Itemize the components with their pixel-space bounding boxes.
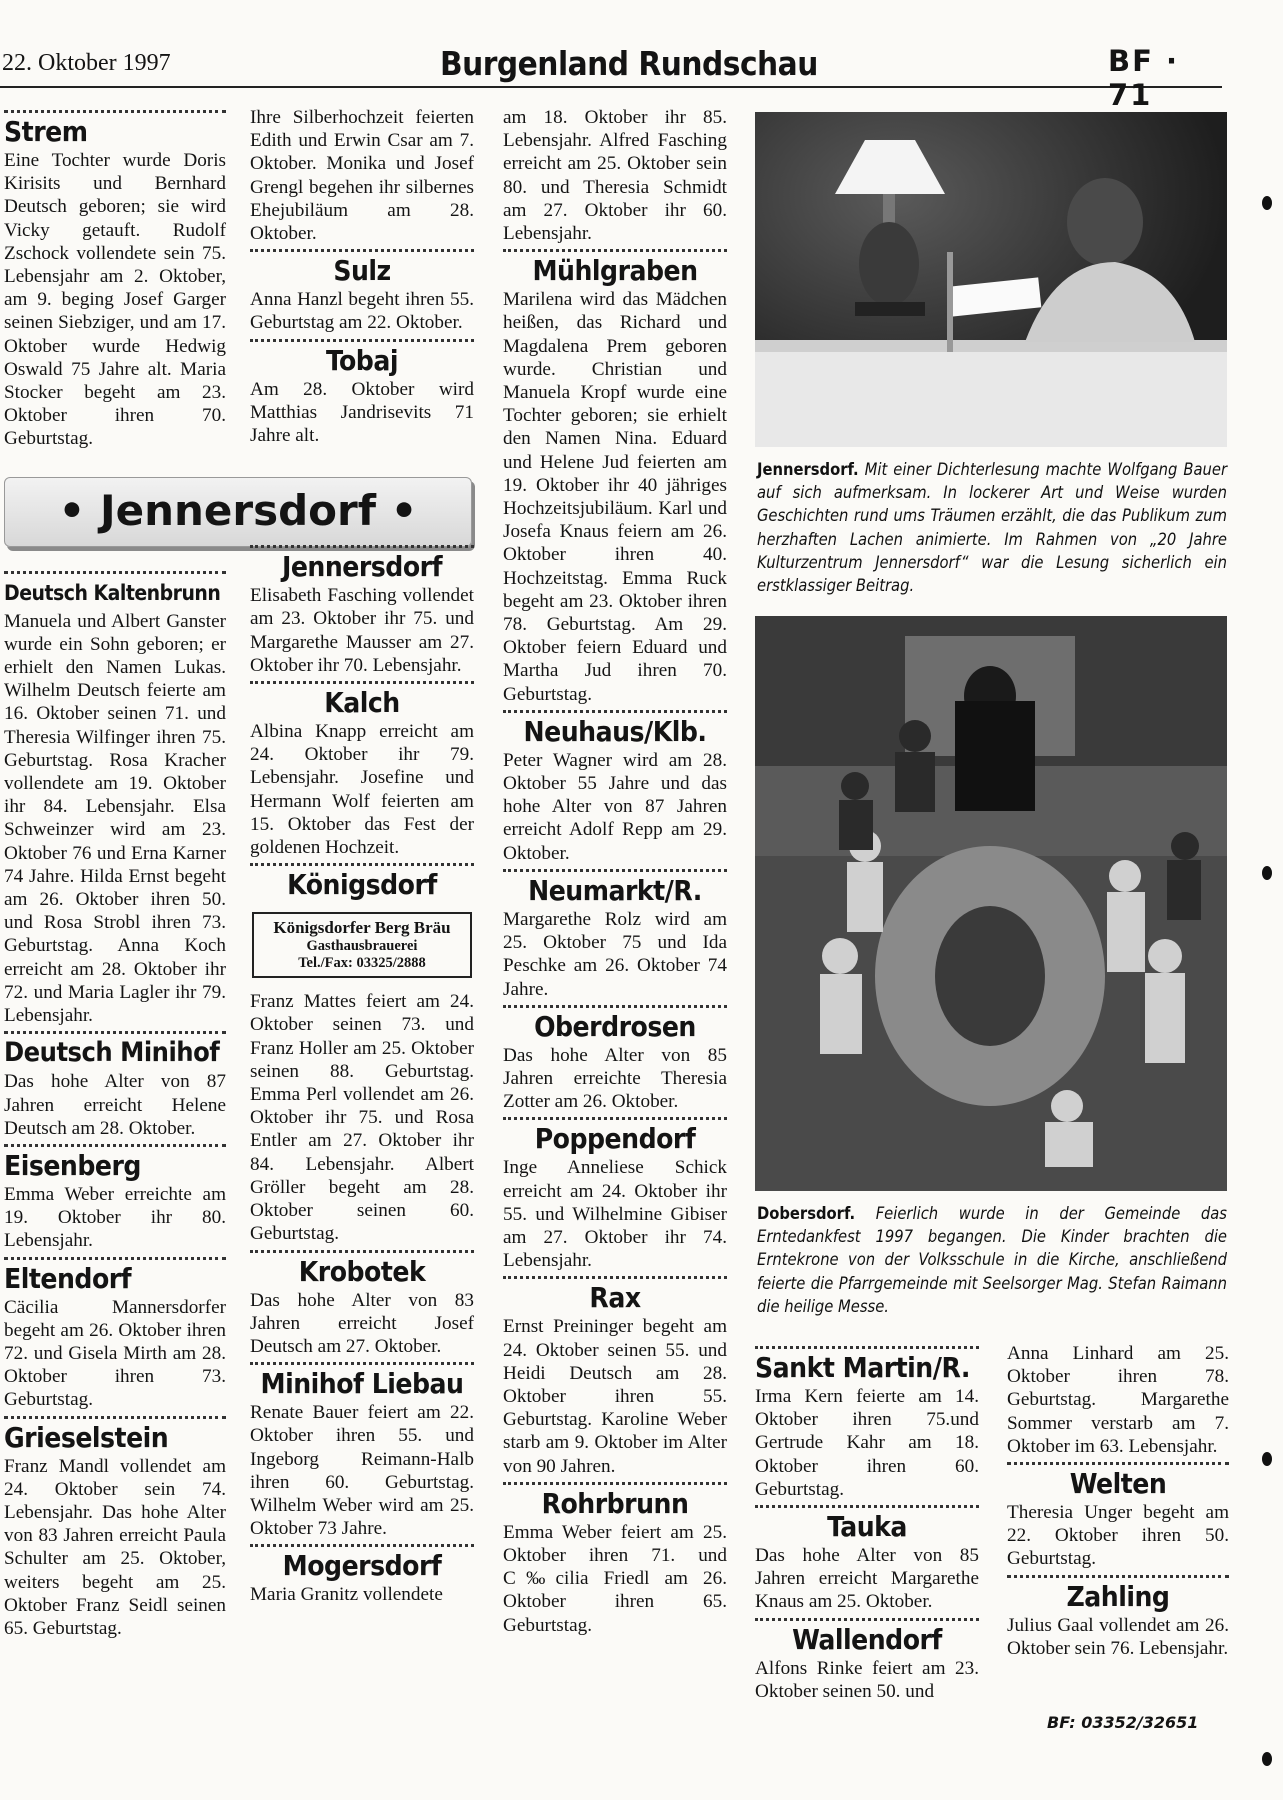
town-heading: Poppendorf xyxy=(534,1122,696,1156)
caption-place: Jennersdorf. xyxy=(757,460,859,479)
dotted-divider xyxy=(4,571,226,574)
town-section xyxy=(503,710,727,865)
caption-text: Feierlich wurde in der Gemeinde das Erntedankfest 1997 begangen. Die Kinder brachten die Erntekrone von der Volksschule in die Kirche, anschließend feierte die Pfarrgemeinde mit Seelsorger Mag. Stefan Raimann die heilige Messe. xyxy=(757,1204,1227,1316)
town-heading: Rohrbrunn xyxy=(541,1486,689,1520)
dotted-divider xyxy=(503,1117,727,1120)
town-news-text: Eine Tochter wurde Doris Kirisits und Bernhard Deutsch geboren; sie wird Vicky getauft. Rudolf Zschock vollendete sein 75. Lebensjahr am 2. Oktober, am 9. beging Josef Garger seinen Siebziger, und am 17. Oktober wurde Hedwig Oswald 75 Jahre alt. Maria Stocker begeht am 23. Oktober ihren 70. Geburtstag. xyxy=(4,150,226,450)
town-section xyxy=(250,249,474,334)
town-news-text: Maria Granitz vollendete xyxy=(250,1584,443,1606)
town-news-text: Renate Bauer feiert am 22. Oktober ihren 55. und Ingeborg Reimann-Halb ihren 60. Geburtstag. Wilhelm Weber wird am 25. Oktober 73 Jahre. xyxy=(250,1402,474,1540)
dotted-divider xyxy=(1007,1462,1229,1465)
town-section xyxy=(755,1505,979,1614)
dotted-divider xyxy=(503,1005,727,1008)
town-section xyxy=(4,1031,226,1140)
town-heading: Neumarkt/R. xyxy=(528,873,702,907)
town-news-text: Das hohe Alter von 85 Jahren erreichte Theresia Zotter am 26. Oktober. xyxy=(503,1044,727,1113)
town-news-text: Alfons Rinke feiert am 23. Oktober seinen 50. und xyxy=(755,1657,979,1702)
town-section xyxy=(250,1544,474,1606)
dotted-divider xyxy=(250,545,474,548)
scan-punch-mark xyxy=(1262,1752,1272,1766)
town-news-text: am 18. Oktober ihr 85. Lebensjahr. Alfred Fasching erreicht am 25. Oktober sein 80. und Theresia Schmidt am 27. Oktober ihr 60. Lebensjahr. xyxy=(503,107,727,245)
scan-punch-mark xyxy=(1262,866,1272,880)
page-header xyxy=(0,40,1222,112)
town-heading: Sankt Martin/R. xyxy=(755,1351,970,1384)
town-section xyxy=(4,571,226,1028)
town-heading: Grieselstein xyxy=(4,1420,169,1454)
town-section xyxy=(755,1618,979,1703)
town-news-text: Anna Linhard am 25. Oktober ihren 78. Geburtstag. Margarethe Sommer verstarb am 7. Oktober im 63. Lebensjahr. xyxy=(1007,1343,1229,1457)
dotted-divider xyxy=(250,863,474,866)
town-section xyxy=(250,1362,474,1540)
dotted-divider xyxy=(250,1544,474,1547)
town-section xyxy=(250,339,474,448)
region-banner: • Jennersdorf • xyxy=(4,477,472,547)
town-news-text: Elisabeth Fasching vollendet am 23. Oktober ihr 75. und Margarethe Mausser am 27. Oktober ihr 70. Lebensjahr. xyxy=(250,585,474,676)
ad-line: Tel./Fax: 03325/2888 xyxy=(298,955,426,972)
dotted-divider xyxy=(1007,1575,1229,1578)
town-section xyxy=(4,1144,226,1253)
town-heading: Zahling xyxy=(1066,1579,1170,1613)
town-heading: Deutsch Minihof xyxy=(4,1037,220,1069)
town-section xyxy=(503,1117,727,1272)
dotted-divider xyxy=(503,249,727,252)
photo-harvest-image xyxy=(755,616,1227,1191)
dotted-divider xyxy=(503,1276,727,1279)
town-heading: Tauka xyxy=(827,1510,907,1544)
town-heading: Krobotek xyxy=(298,1254,426,1288)
town-section xyxy=(250,1250,474,1359)
photo-reading xyxy=(755,112,1227,447)
footer-code: BF: 03352/32651 xyxy=(1047,1713,1199,1732)
scan-punch-mark xyxy=(1262,196,1272,210)
page-number: BF · 71 xyxy=(1108,44,1180,112)
town-section xyxy=(4,1257,226,1412)
dotted-divider xyxy=(250,339,474,342)
town-news-text: Ernst Preininger begeht am 24. Oktober seinen 55. und Heidi Deutsch am 28. Oktober ihren 55. Geburtstag. Karoline Weber starb am 9. Oktober im Alter von 90 Jahren. xyxy=(503,1316,727,1477)
dotted-divider xyxy=(250,681,474,684)
town-news-text: Peter Wagner wird am 28. Oktober 55 Jahre und das hohe Alter von 87 Jahren erreicht Adolf Repp am 29. Oktober. xyxy=(503,749,727,864)
town-heading: Mühlgraben xyxy=(532,254,698,288)
scan-punch-mark xyxy=(1262,1452,1272,1466)
town-heading: Oberdrosen xyxy=(534,1009,696,1043)
town-section xyxy=(503,1005,727,1114)
dotted-divider xyxy=(4,110,226,113)
town-news-text: Am 28. Oktober wird Matthias Jandrisevits 71 Jahre alt. xyxy=(250,378,474,447)
town-heading: Deutsch Kaltenbrunn xyxy=(4,580,221,605)
issue-date: 22. Oktober 1997 xyxy=(2,50,171,76)
town-news-text: Das hohe Alter von 83 Jahren erreicht Josef Deutsch am 27. Oktober. xyxy=(250,1289,474,1357)
dotted-divider xyxy=(250,1362,474,1365)
town-heading: Welten xyxy=(1069,1467,1167,1501)
photo-caption-reading xyxy=(757,458,1227,597)
town-news-text: Emma Weber feiert am 25. Oktober ihren 71. und C‰cilia Friedl am 26. Oktober ihren 65. Geburtstag. xyxy=(503,1521,727,1636)
town-heading: Eltendorf xyxy=(4,1261,132,1295)
town-news-text: Julius Gaal vollendet am 26. Oktober sein 76. Lebensjahr. xyxy=(1007,1614,1229,1659)
town-news-text: Ihre Silberhochzeit feierten Edith und Erwin Csar am 7. Oktober. Monika und Josef Grengl begehen ihr silbernes Ehejubiläum am 28. Oktober. xyxy=(250,107,474,245)
town-heading: Tobaj xyxy=(326,343,398,377)
town-heading: Kalch xyxy=(324,686,400,720)
town-news-text: Manuela und Albert Ganster wurde ein Sohn geboren; er erhielt den Namen Lukas. Wilhelm Deutsch feierte am 16. Oktober seinen 71. und Theresia Wilfinger ihren 75. Geburtstag. Rosa Kracher vollendete am 19. Oktober ihr 84. Lebensjahr. Elsa Schweinzer wird am 23. Oktober 76 und Erna Karner 74 Jahre. Hilda Ernst begeht am 26. Oktober ihren 50. und Rosa Strobl ihren 73. Geburtstag. Anna Koch erreicht am 28. Oktober ihr 72. und Maria Lagler ihr 79. Lebensjahr. xyxy=(4,610,226,1027)
town-section xyxy=(1007,1342,1229,1458)
town-news-text: Theresia Unger begeht am 22. Oktober ihren 50. Geburtstag. xyxy=(1007,1502,1229,1570)
town-section xyxy=(1007,1575,1229,1660)
town-heading: Eisenberg xyxy=(4,1148,141,1182)
dotted-divider xyxy=(250,249,474,252)
dotted-divider xyxy=(503,869,727,872)
town-news-text: Franz Mattes feiert am 24. Oktober seinen 73. und Franz Holler am 25. Oktober seinen 88. Geburtstag. Emma Perl vollendet am 26. Oktober ihr 75. und Rosa Entler am 27. Oktober ihr 84. Lebensjahr. Albert Gröller begeht am 28. Oktober seinen 60. Geburtstag. xyxy=(250,991,474,1245)
dotted-divider xyxy=(4,1144,226,1147)
town-news-text: Anna Hanzl begeht ihren 55. Geburtstag am 22. Oktober. xyxy=(250,289,474,334)
column-5 xyxy=(1007,1342,1229,1660)
dotted-divider xyxy=(4,1031,226,1034)
town-heading: Jennersdorf xyxy=(281,550,443,584)
dotted-divider xyxy=(755,1618,979,1621)
banner-spacer xyxy=(250,447,474,541)
town-news-text: Franz Mandl vollendet am 24. Oktober sein 74. Lebensjahr. Das hohe Alter von 83 Jahren erreicht Paula Schulter am 25. Oktober, weiters begeht am 25. Oktober Franz Seidl seinen 65. Geburtstag. xyxy=(4,1455,226,1639)
caption-text: Mit einer Dichterlesung machte Wolfgang Bauer auf sich aufmerksam. In lockerer Art und Weise wurden Geschichten rund ums Träumen erzählt, die das Publikum zum herzhaften Lachen animierte. Im Rahmen von „20 Jahre Kulturzentrum Jennersdorf“ war die Lesung sicherlich ein erstklassiger Beitrag. xyxy=(757,460,1227,596)
dotted-divider xyxy=(4,1257,226,1260)
town-section xyxy=(1007,1462,1229,1571)
town-section xyxy=(250,545,474,677)
photo-caption-harvest xyxy=(757,1202,1227,1318)
town-heading: Strem xyxy=(4,115,88,148)
town-heading: Sulz xyxy=(333,254,391,288)
town-section xyxy=(503,249,727,706)
column-2 xyxy=(250,106,474,1607)
town-heading: Rax xyxy=(589,1281,641,1315)
photo-reading-image xyxy=(755,112,1227,447)
town-news-text: Emma Weber erreichte am 19. Oktober ihr 80. Lebensjahr. xyxy=(4,1183,226,1252)
town-heading: Wallendorf xyxy=(792,1622,942,1656)
town-section xyxy=(755,1346,979,1501)
town-section xyxy=(250,106,474,245)
photo-harvest-festival xyxy=(755,616,1227,1191)
town-section xyxy=(503,869,727,1001)
town-section xyxy=(503,106,727,245)
town-news-text: Inge Anneliese Schick erreicht am 24. Oktober ihr 55. und Wilhelmine Gibiser am 27. Oktober ihr 74. Lebensjahr. xyxy=(503,1157,727,1272)
ad-line: Königsdorfer Berg Bräu xyxy=(273,918,451,938)
dotted-divider xyxy=(755,1346,979,1349)
town-news-text: Margarethe Rolz wird am 25. Oktober 75 und Ida Peschke am 26. Oktober 74 Jahre. xyxy=(503,908,727,1000)
town-section xyxy=(250,863,474,1245)
town-heading: Königsdorf xyxy=(287,868,437,902)
dotted-divider xyxy=(755,1505,979,1508)
brewery-ad xyxy=(252,912,472,978)
town-news-text: Cäcilia Mannersdorfer begeht am 26. Oktober ihren 72. und Gisela Mirth am 28. Oktober ihren 73. Geburtstag. xyxy=(4,1296,226,1411)
town-news-text: Marilena wird das Mädchen heißen, das Richard und Magdalena Prem geboren wurde. Christian und Manuela Kropf wurde eine Tochter geboren; sie erhielt den Namen Nina. Eduard und Helene Jud feierten am 19. Oktober ihr 40 jähriges Hochzeitsjubiläum. Karl und Josefa Knaus feiern am 26. Oktober ihren 40. Hochzeitstag. Emma Ruck begeht am 23. Oktober ihren 78. Geburtstag. Am 29. Oktober feiern Eduard und Martha Jud ihren 70. Geburtstag. xyxy=(503,289,727,705)
town-heading: Minihof Liebau xyxy=(260,1367,464,1401)
town-heading: Mogersdorf xyxy=(282,1549,442,1583)
caption-place: Dobersdorf. xyxy=(757,1204,856,1223)
town-news-text: Irma Kern feierte am 14. Oktober ihren 75.und Gertrude Kahr am 18. Oktober ihren 60. Geburtstag. xyxy=(755,1386,979,1500)
dotted-divider xyxy=(250,1250,474,1253)
newspaper-title: Burgenland Rundschau xyxy=(440,44,818,83)
town-news-text: Das hohe Alter von 85 Jahren erreicht Margarethe Knaus am 25. Oktober. xyxy=(755,1545,979,1613)
dotted-divider xyxy=(4,1416,226,1419)
town-heading: Neuhaus/Klb. xyxy=(523,714,707,748)
town-section xyxy=(503,1276,727,1477)
town-section xyxy=(250,681,474,859)
town-news-text: Das hohe Alter von 87 Jahren erreicht Helene Deutsch am 28. Oktober. xyxy=(4,1071,226,1139)
town-section xyxy=(503,1482,727,1637)
town-news-text: Albina Knapp erreicht am 24. Oktober ihr 79. Lebensjahr. Josefine und Hermann Wolf feierten am 15. Oktober das Fest der goldenen Hochzeit. xyxy=(250,721,474,859)
town-section xyxy=(4,1416,226,1641)
dotted-divider xyxy=(503,1482,727,1485)
column-3 xyxy=(503,106,727,1637)
town-section xyxy=(4,110,226,451)
column-4 xyxy=(755,1342,979,1703)
ad-line: Gasthausbrauerei xyxy=(306,938,418,955)
dotted-divider xyxy=(503,710,727,713)
